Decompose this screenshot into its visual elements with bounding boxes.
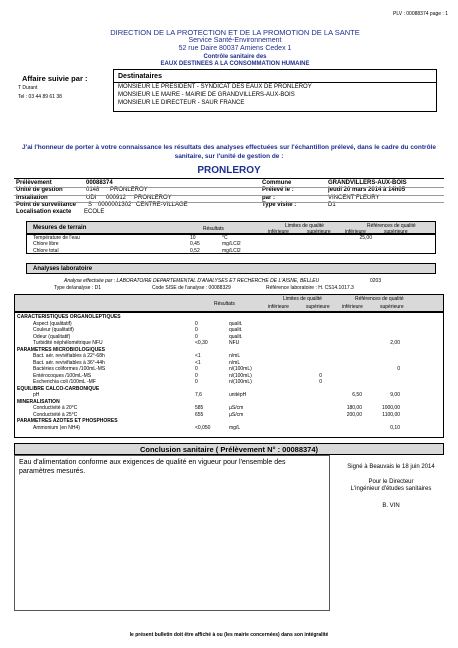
conclusion-box xyxy=(14,455,330,611)
labo-row-label: Couleur (qualitatif) xyxy=(33,327,74,333)
localisation-label: Localisation exacte xyxy=(16,209,72,215)
labo-row-label: Turbidité néphélométrique NFU xyxy=(33,340,103,346)
affaire-tel: Tel : 03 44 89 61 38 xyxy=(18,94,62,100)
unite-code: 0148 xyxy=(86,187,100,193)
terrain-col-limits: Limites de qualité xyxy=(285,223,324,229)
labo-performer: Analyse effectuée par : LABORATOIRE DEPARTEMENTAL D'ANALYSES ET RECHERCHE DE L'AISNE, BELLEU xyxy=(64,278,320,284)
labo-row-unit: qualit. xyxy=(229,327,243,333)
prelevement-label: Prélèvement xyxy=(16,180,52,186)
terrain-row-value: 0,52 xyxy=(190,247,200,254)
destinataire-item: MONSIEUR LE MAIRE - MAIRIE DE GRANDVILLERS-AUX-BOIS xyxy=(118,92,295,98)
labo-row-unit: n/mL xyxy=(229,353,241,359)
labo-col-sup: supérieure xyxy=(306,304,330,310)
terrain-col-sup: supérieure xyxy=(307,229,331,235)
labo-row-label: pH xyxy=(33,392,40,398)
labo-row-unit: unitépH xyxy=(229,392,247,398)
unite-name: PRONLEROY xyxy=(110,187,148,193)
labo-code-sise: Code SISE de l'analyse : 00088329 xyxy=(152,285,231,291)
labo-columns xyxy=(14,294,444,312)
labo-row-unit: n/mL xyxy=(229,359,241,366)
labo-row-value: <0,30 xyxy=(195,340,208,346)
labo-row-label: Aspect (qualitatif) xyxy=(33,320,72,327)
signature-name: B. VIN xyxy=(382,503,400,509)
labo-row-label: Bactéries coliformes /100mL-MS xyxy=(33,366,106,372)
terrain-col-inf: inférieure xyxy=(268,229,289,235)
point-code: 0000001302 xyxy=(98,202,132,208)
labo-row-label: Conductivité à 20°C xyxy=(33,405,78,411)
unit-name: PRONLEROY xyxy=(197,165,261,176)
labo-row-label: Bact. aér. revivifiables à 36°-44h xyxy=(33,359,105,366)
terrain-row-unit: °C xyxy=(222,234,228,241)
par-value: VINCENT FLEURY xyxy=(328,195,380,201)
point-label: Point de surveillance xyxy=(16,202,77,208)
labo-section-title: EQUILIBRE CALCO-CARBONIQUE xyxy=(17,385,100,392)
preleve-label: Prélevé le : xyxy=(262,187,294,193)
terrain-col-refs: Références de qualité xyxy=(367,223,416,229)
labo-row-value: 7,6 xyxy=(195,392,202,398)
labo-section-title: PARAMETRES AZOTES ET PHOSPHORES xyxy=(17,418,118,424)
labo-row-label: Ammonium (en NH4) xyxy=(33,424,80,431)
terrain-title: Mesures de terrain xyxy=(33,225,87,231)
labo-row-ref-sup: 0 xyxy=(397,366,400,372)
labo-row-unit: µS/cm xyxy=(229,411,244,418)
terrain-row-unit: mg/LCl2 xyxy=(222,247,241,254)
labo-row-unit: qualit. xyxy=(229,333,243,340)
terrain-row-ref-sup: 25,00 xyxy=(359,234,372,241)
labo-row-value: 585 xyxy=(195,405,204,411)
labo-row-limit-sup: 0 xyxy=(319,372,322,379)
labo-row-label: Bact. aér. revivifiables à 22°-68h xyxy=(33,353,105,359)
labo-row-unit: qualit. xyxy=(229,320,243,327)
intro-text: J'ai l'honneur de porter à votre connaissance les résultats des analyses effectuées sur l'échantillon prélevé, dans le cadre du contrôle sanitaire, sur l'unité de gestion de : xyxy=(22,144,436,160)
affaire-name: T Durant xyxy=(18,85,38,91)
labo-row-label: Odeur (qualitatif) xyxy=(33,333,71,340)
affaire-label: Affaire suivie par : xyxy=(22,74,88,83)
labo-row-value: 0 xyxy=(195,320,198,327)
terrain-header xyxy=(26,221,436,234)
labo-row-value: 0 xyxy=(195,379,198,385)
conclusion-text: Eau d'alimentation conforme aux exigences de qualité en vigueur pour l'ensemble des paramètres mesurés. xyxy=(19,459,286,475)
labo-col-inf: inférieure xyxy=(268,304,289,310)
point-type: S xyxy=(88,202,93,208)
installation-label: Installation xyxy=(16,195,48,201)
terrain-col-sup2: supérieure xyxy=(384,229,408,235)
prelevement-value: 00088374 xyxy=(86,180,113,186)
point-name: CENTRE-VILLAGE xyxy=(136,202,188,208)
terrain-row-value: 0,45 xyxy=(190,241,200,247)
conclusion-title: Conclusion sanitaire ( Prélèvement N° : 00088374) xyxy=(139,445,319,454)
footer-notice: le présent bulletin doit être affiché à ou (les mairie concernées) dans son intégralité xyxy=(129,632,329,638)
labo-col-sup2: supérieure xyxy=(380,304,404,310)
sample-info xyxy=(14,180,444,220)
labo-col-limits: Limites de qualité xyxy=(283,296,322,302)
plv-reference: PLV : 00088374 page : 1 xyxy=(393,11,448,17)
signature-for: Pour le Directeur xyxy=(368,479,414,485)
header-address: 52 rue Daire 80037 Amiens Cedex 1 xyxy=(178,45,292,52)
letterhead xyxy=(90,28,380,68)
labo-row-value: <0,050 xyxy=(195,424,211,431)
header-service: Service Santé-Environnement xyxy=(188,37,282,44)
installation-type: UDI xyxy=(86,195,97,201)
type-visite-label: Type visite : xyxy=(262,202,297,208)
destinataires-title: Destinataires xyxy=(118,73,162,80)
labo-row-label: Conductivité à 25°C xyxy=(33,411,78,418)
labo-section-title: MINERALISATION xyxy=(17,398,60,405)
labo-row-ref-inf: 180,00 xyxy=(346,405,362,411)
commune-label: Commune xyxy=(262,180,292,186)
labo-row-value: <1 xyxy=(195,359,201,366)
labo-row-value: 0 xyxy=(195,327,198,333)
labo-row-ref-sup: 1000,00 xyxy=(381,405,400,411)
unite-label: Unité de gestion xyxy=(16,187,63,193)
terrain-col-results: Résultats xyxy=(203,226,224,232)
destinataire-item: MONSIEUR LE DIRECTEUR - SAUR FRANCE xyxy=(118,100,245,106)
labo-section-title: PARAMETRES MICROBIOLOGIQUES xyxy=(17,346,105,353)
labo-ref: Référence laboratoire : H. CS14.1017.3 xyxy=(266,285,354,291)
terrain-row-label: Chlore total xyxy=(33,247,59,254)
destinataire-item: MONSIEUR LE PRESIDENT - SYNDICAT DES EAUX DE PRONLEROY xyxy=(118,84,312,90)
labo-row-unit: n/(100mL) xyxy=(229,372,252,379)
installation-code: 000912 xyxy=(106,195,127,201)
labo-title: Analyses laboratoire xyxy=(33,266,93,272)
labo-row-unit: NFU xyxy=(229,340,240,346)
installation-name: PRONLEROY xyxy=(134,195,172,201)
labo-header xyxy=(26,263,436,274)
signature-block xyxy=(336,464,446,510)
labo-row-ref-sup: 1100,00 xyxy=(382,411,400,418)
labo-row-value: 0 xyxy=(195,372,198,379)
labo-row-unit: mg/L xyxy=(229,424,241,431)
localisation-value: ECOLE xyxy=(84,209,105,215)
labo-col-refs: Références de qualité xyxy=(355,296,404,302)
labo-row-ref-inf: 200,00 xyxy=(346,411,362,418)
preleve-value: jeudi 20 mars 2014 à 14h05 xyxy=(328,187,406,193)
labo-row-ref-sup: 0,10 xyxy=(390,424,400,431)
labo-row-ref-inf: 6,50 xyxy=(352,392,362,398)
labo-col-results: Résultats xyxy=(214,301,235,307)
type-visite-value: D1 xyxy=(328,202,336,208)
terrain-row-unit: mg/LCl2 xyxy=(222,241,241,247)
header-controle: Contrôle sanitaire des xyxy=(203,54,267,60)
labo-row-unit: µS/cm xyxy=(229,405,244,411)
destinataires-box xyxy=(113,69,437,112)
terrain-col-inf2: inférieure xyxy=(345,229,366,235)
labo-row-value: 0 xyxy=(195,366,198,372)
labo-row-unit: n/(100mL) xyxy=(229,366,252,372)
signature-role: L'ingénieur d'études sanitaires xyxy=(350,486,432,492)
header-direction: DIRECTION DE LA PROTECTION ET DE LA PROMOTION DE LA SANTE xyxy=(110,28,360,37)
labo-row-label: Escherichia coli /100mL -MF xyxy=(33,379,96,385)
labo-section-title: CARACTERISTIQUES ORGANOLEPTIQUES xyxy=(17,314,121,320)
labo-col-inf2: inférieure xyxy=(342,304,363,310)
labo-row-value: 0 xyxy=(195,333,198,340)
par-label: par : xyxy=(262,195,276,201)
terrain-row-value: 10 xyxy=(190,234,196,241)
commune-value: GRANDVILLERS-AUX-BOIS xyxy=(328,180,407,186)
labo-type: Type de/analyse : D1 xyxy=(54,285,101,291)
terrain-row-label: Chlore libre xyxy=(33,241,59,247)
labo-row-value: <1 xyxy=(195,353,201,359)
labo-code: 0203 xyxy=(370,278,382,284)
labo-row-unit: n/(100mL) xyxy=(229,379,252,385)
labo-row-label: Entérocoques /100mL-MS xyxy=(33,372,92,379)
conclusion-header xyxy=(14,443,444,455)
terrain-row-label: Température de l'eau xyxy=(33,234,80,241)
labo-row-ref-sup: 2,00 xyxy=(390,340,400,346)
header-eaux: EAUX DESTINEES A LA CONSOMMATION HUMAINE xyxy=(160,61,310,67)
signature-place-date: Signé à Beauvais le 18 juin 2014 xyxy=(347,464,435,470)
labo-row-value: 655 xyxy=(195,411,204,418)
labo-row-ref-sup: 9,00 xyxy=(390,392,400,398)
labo-row-limit-sup: 0 xyxy=(319,379,322,385)
